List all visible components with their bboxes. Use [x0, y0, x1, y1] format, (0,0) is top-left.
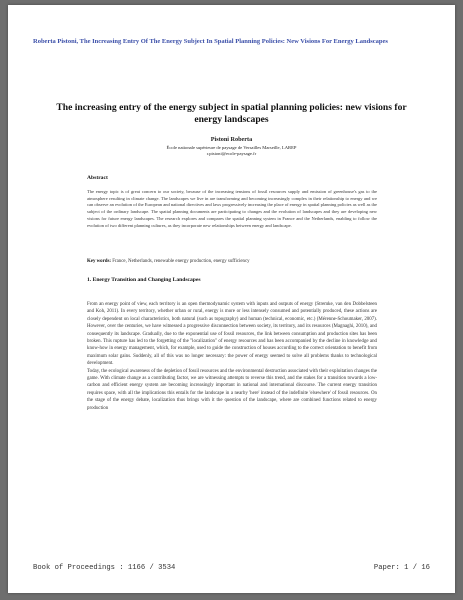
body-paragraph: From an energy point of view, each territory is an open thermodynamic system with inputs and outputs of energy (Stremke, van den Dobbelsteen and Koh, 2011). In every territory, whether urban or rural, energy is more or less intensely consumed and potentially produced, these actions are closely dependent on local characteristics, both natural (such as topography) and human (technical, economic, etc.) (Mérenne-Schoumaker, 2007). However, over the centuries, we have witnessed a progressive disconnection between society, its territory, and its resources (Magnaghi, 2010), and consequently its landscape. Gradually, due to the exponential use of fossil resources, the link between consumption and production sites has been broken. This rupture has led to the forgetting of the "localization" of energy resources and has been accompanied by the decline in knowledge and know-how in energy management, which, for example, used to guide the construction of houses according to the correct orientation to benefit from maximum solar gains. Suddenly, all of this was no longer necessary: the power of energy seemed to solve all problems thanks to technological development. — [87, 302, 377, 367]
author-affiliation: École nationale supérieure de paysage de Versailles Marseille, LAREP — [166, 145, 297, 150]
abstract-heading: Abstract — [87, 175, 108, 181]
paper-title: The increasing entry of the energy subject in spatial planning policies: new visions for energy landscapes — [56, 102, 407, 125]
section-body — [87, 301, 377, 412]
author-block — [48, 136, 415, 157]
author-email: r.pistoni@ecole-paysage.fr — [206, 151, 257, 157]
footer-proceedings-page: Book of Proceedings : 1166 / 3534 — [33, 564, 176, 572]
keywords-label: Key words: — [87, 259, 112, 264]
keywords-text: France, Netherlands, renewable energy production, energy sufficiency — [112, 259, 250, 264]
paper-page — [8, 5, 455, 593]
section-heading: 1. Energy Transition and Changing Landscapes — [87, 277, 201, 283]
abstract-text: The energy topic is of great concern to our society, because of the increasing tensions of fossil resources supply and emission of greenhouse's gas to the atmosphere resulting in climate change. The landscapes we live in are transforming and becoming increasingly complex in their relationship to energy and we can observe an evolution of the European and national directives and laws progressively increasing the place of energy in spatial planning policies as well as the subject of the ordinary landscape. The spatial planning documents are participating to changes and the evolution of landscapes and they are developing new visions for future energy landscapes. The research explores and compares the spatial planning system in France and the Netherlands, enabling to follow the evolution of two different planning cultures, as they incorporate new relationships between energy and landscape. — [87, 189, 377, 228]
author-name: Pistoni Roberta — [210, 136, 253, 143]
footer-paper-page: Paper: 1 / 16 — [373, 564, 430, 572]
keywords — [87, 259, 387, 266]
body-paragraph: Today, the ecological awareness of the depletion of fossil resources and the environmental destruction associated with their exploitation changes the game. With climate change as a contributing factor, we are witnessing attempts to reverse this trend, and the stakes for a transition towards a low-carbon and efficient energy system are becoming increasingly important in national and international discourse. The current energy transition requires space, with all the implications this entails for the landscape in a nearby 'here' instead of the indefinite 'elsewhere' of fossil resources. On the stage of the energy debate, localization thus brings with it the question of the landscape, where are combined functions related to energy production — [87, 368, 377, 411]
running-head: Roberta Pistoni, The Increasing Entry Of The Energy Subject In Spatial Planning Policies: New Visions For Energy Landscapes — [33, 38, 388, 45]
